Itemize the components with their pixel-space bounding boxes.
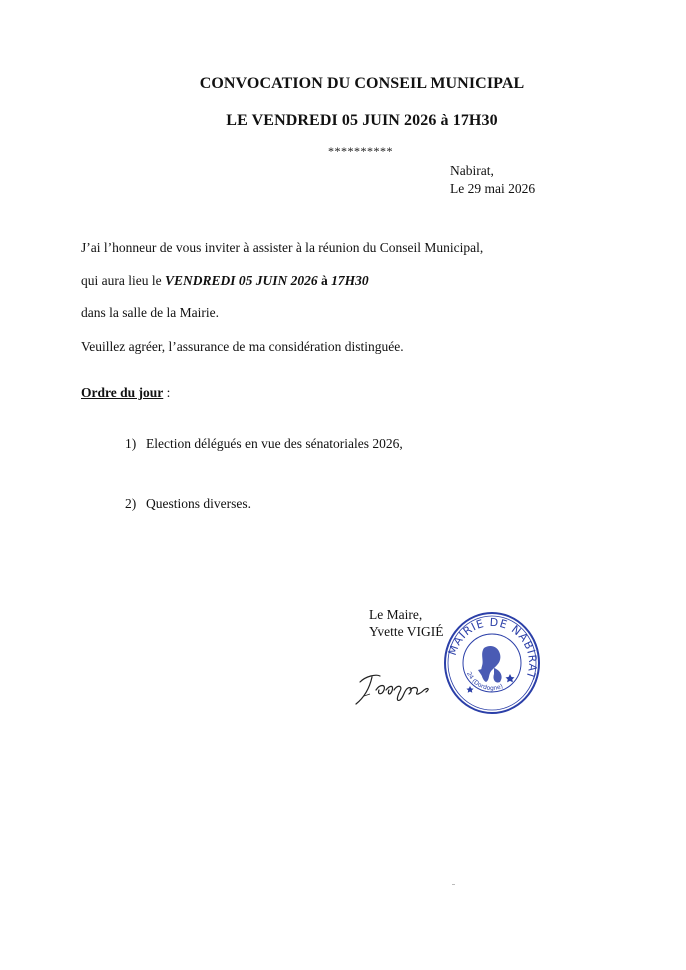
body-text: à [317, 273, 332, 288]
document-title: CONVOCATION DU CONSEIL MUNICIPAL [199, 75, 525, 92]
agenda-item-text: Questions diverses. [146, 496, 251, 511]
place: Nabirat, [450, 163, 494, 178]
municipal-seal [442, 610, 542, 716]
meeting-day-emphasis: VENDREDI 05 JUIN 2026 [164, 273, 318, 288]
handwritten-signature [346, 660, 446, 710]
meeting-date-title: LE VENDREDI 05 JUIN 2026 à 17H30 [226, 112, 498, 129]
svg-text:MAIRIE DE NABIRAT: MAIRIE DE NABIRAT [445, 615, 540, 682]
separator-stars: ********** [328, 144, 393, 158]
body-text: qui aura lieu le [81, 273, 165, 288]
agenda-item-text: Election délégués en vue des sénatoriales 2026, [146, 436, 403, 451]
agenda-heading [81, 385, 170, 401]
agenda-heading-colon: : [163, 385, 171, 400]
agenda-item-number: 2) [125, 496, 137, 511]
letter-date: Le 29 mai 2026 [450, 181, 536, 196]
svg-text:24 (Dordogne): 24 (Dordogne) [465, 670, 505, 693]
scan-speck [452, 884, 455, 885]
place-and-date [450, 162, 535, 198]
signatory-block [369, 606, 444, 640]
agenda-item-number: 1) [125, 436, 137, 451]
body-line-meeting-date [81, 273, 369, 289]
signatory-name: Yvette VIGIÉ [369, 624, 444, 639]
body-line-invitation: J’ai l’honneur de vous inviter à assister à la réunion du Conseil Municipal, [81, 240, 484, 255]
meeting-time-emphasis: 17H30 [331, 273, 369, 288]
body-line-closing: Veuillez agréer, l’assurance de ma considération distinguée. [81, 339, 404, 354]
body-line-location: dans la salle de la Mairie. [81, 305, 219, 320]
agenda-heading-label: Ordre du jour [81, 385, 164, 400]
signatory-role: Le Maire, [369, 607, 423, 622]
